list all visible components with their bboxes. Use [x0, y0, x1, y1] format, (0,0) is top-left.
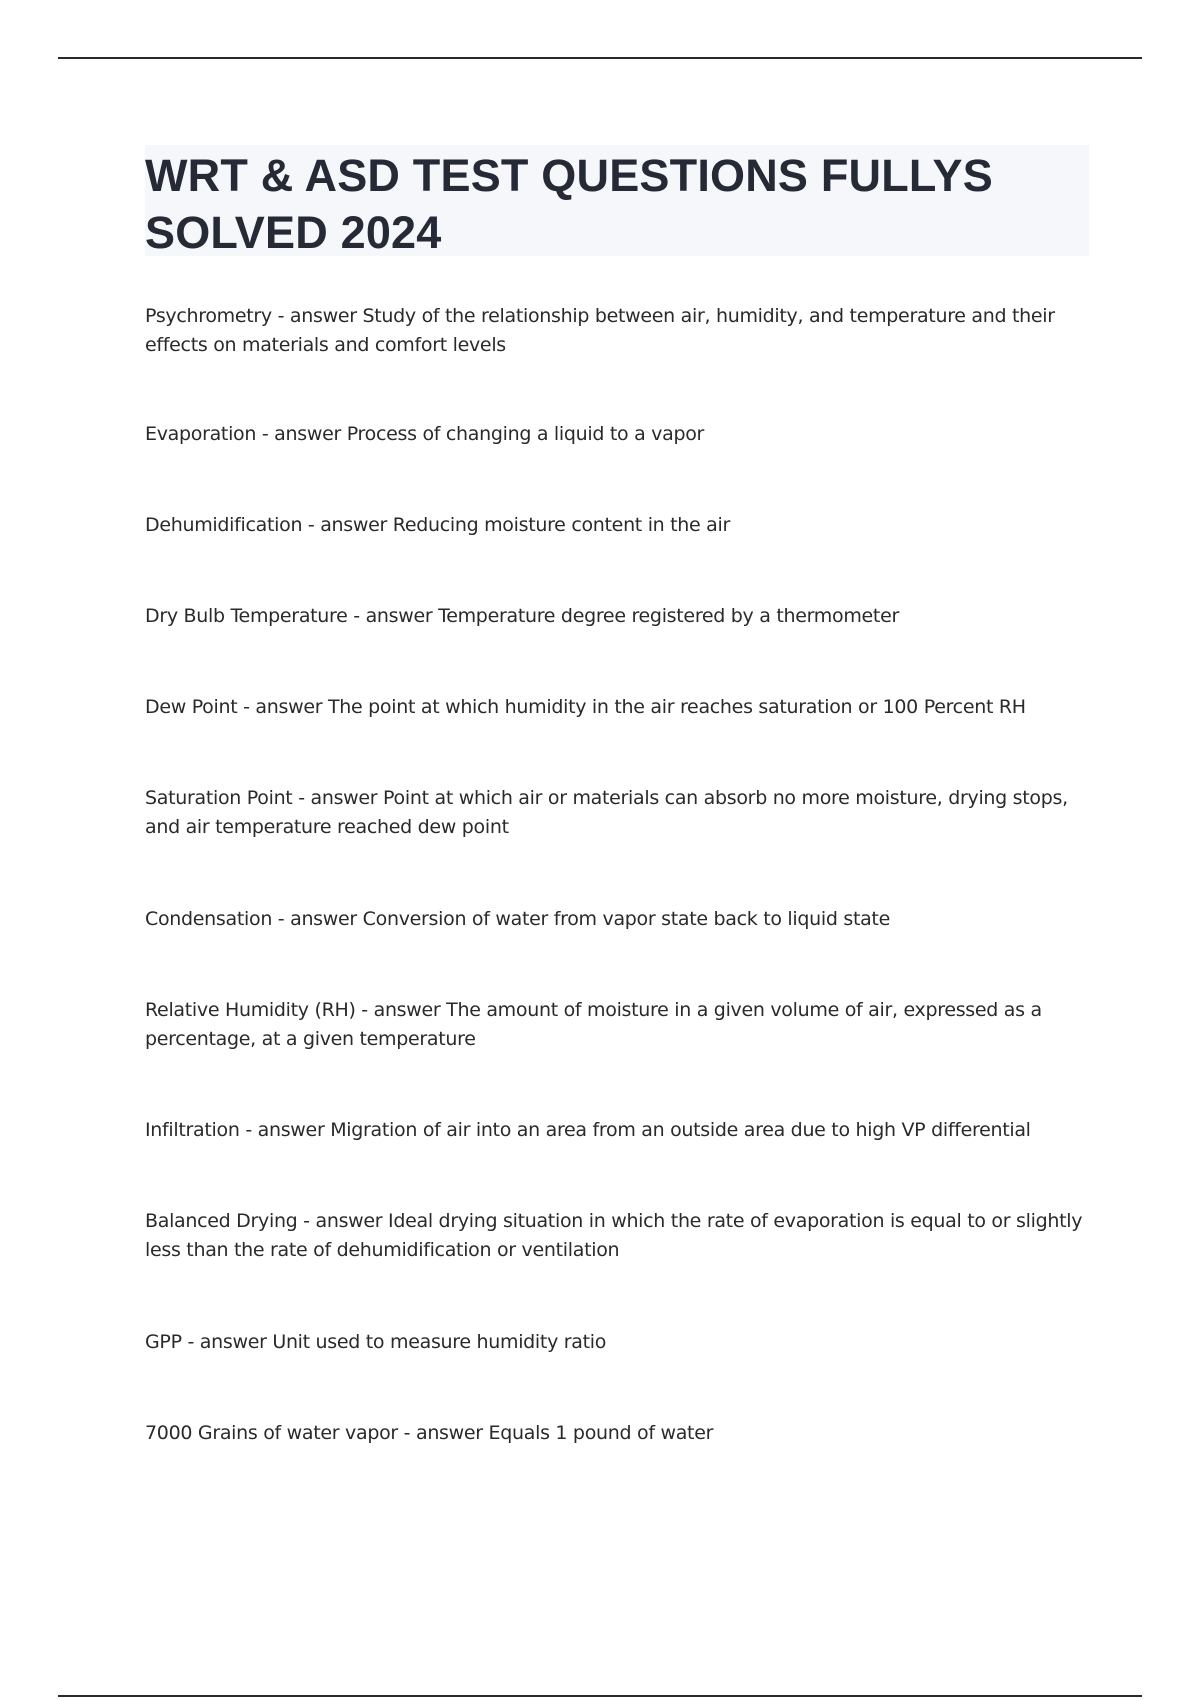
bottom-rule	[58, 1695, 1142, 1697]
qa-item: Dew Point - answer The point at which humidity in the air reaches saturation or 100 Percent RH	[145, 696, 1026, 718]
qa-item: Evaporation - answer Process of changing a liquid to a vapor	[145, 423, 705, 445]
qa-item: Psychrometry - answer Study of the relationship between air, humidity, and temperature and their effects on materials and comfort levels	[145, 305, 1055, 356]
top-rule	[58, 57, 1142, 59]
qa-item: Infiltration - answer Migration of air into an area from an outside area due to high VP differential	[145, 1119, 1031, 1141]
qa-item: GPP - answer Unit used to measure humidity ratio	[145, 1331, 607, 1353]
qa-item: Relative Humidity (RH) - answer The amount of moisture in a given volume of air, expressed as a percentage, at a given temperature	[145, 999, 1042, 1050]
qa-item: 7000 Grains of water vapor - answer Equals 1 pound of water	[145, 1422, 714, 1444]
qa-item: Balanced Drying - answer Ideal drying situation in which the rate of evaporation is equal to or slightly less than the rate of dehumidification or ventilation	[145, 1210, 1083, 1261]
title-block	[145, 145, 1089, 256]
qa-item: Saturation Point - answer Point at which air or materials can absorb no more moisture, drying stops, and air temperature reached dew point	[145, 787, 1068, 838]
qa-item: Dehumidification - answer Reducing moisture content in the air	[145, 514, 731, 536]
document-title: WRT & ASD TEST QUESTIONS FULLYS SOLVED 2024	[145, 150, 993, 258]
qa-item: Dry Bulb Temperature - answer Temperature degree registered by a thermometer	[145, 605, 899, 627]
qa-item: Condensation - answer Conversion of water from vapor state back to liquid state	[145, 908, 890, 930]
